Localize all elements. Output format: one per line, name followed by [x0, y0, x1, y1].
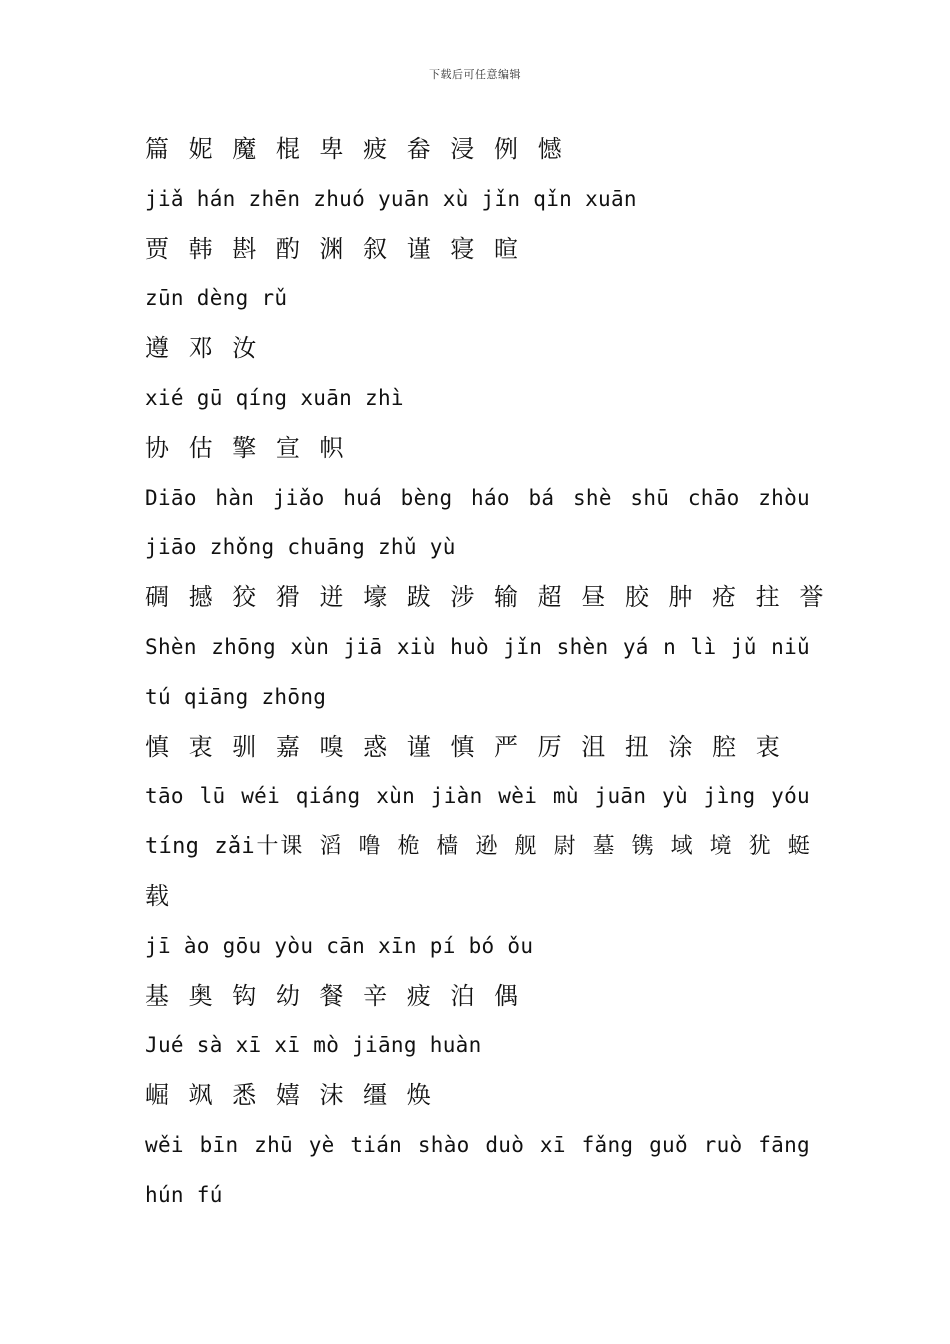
pinyin-line: Diāo hàn jiǎo huá bèng háo bá shè shū chāo zhòu — [145, 485, 810, 510]
pinyin-line: hún fú — [145, 1182, 223, 1207]
page-header: 下载后可任意编辑 — [429, 68, 521, 81]
pinyin-line: tāo lū wéi qiáng xùn jiàn wèi mù juān yù jìng yóu — [145, 784, 810, 809]
mixed-line: tíng zǎi十课 滔 噜 桅 樯 逊 舰 尉 墓 镌 域 境 犹 蜓 — [145, 834, 810, 860]
hanzi-line: 贾 韩 斟 酌 渊 叙 谨 寝 暄 — [145, 234, 525, 263]
pinyin-line: jī ào gōu yòu cān xīn pí bó ǒu — [145, 933, 534, 958]
pinyin-line: Jué sà xī xī mò jiāng huàn — [145, 1033, 482, 1058]
pinyin-line: jiǎ hán zhēn zhuó yuān xù jǐn qǐn xuān — [145, 186, 637, 211]
pinyin-line: tú qiāng zhōng — [145, 684, 327, 709]
pinyin-line: xié gū qíng xuān zhì — [145, 385, 404, 410]
hanzi-line: 基 奥 钩 幼 餐 辛 疲 泊 偶 — [145, 981, 525, 1010]
pinyin-line: wěi bīn zhū yè tián shào duò xī fǎng guǒ ruò fāng — [145, 1132, 810, 1157]
hanzi-line: 协 估 擎 宣 帜 — [145, 433, 350, 462]
hanzi-line: 崛 飒 悉 嬉 沫 缰 焕 — [145, 1081, 437, 1110]
pinyin-line: zūn dèng rǔ — [145, 286, 288, 311]
hanzi-line: 碉 撼 狡 猾 迸 壕 跋 涉 输 超 昼 胶 肿 疮 拄 誉 — [145, 583, 830, 612]
hanzi-line: 篇 妮 魔 棍 卑 疲 畚 浸 例 憾 — [145, 135, 568, 163]
hanzi-line: 慎 衷 驯 嘉 嗅 惑 谨 慎 严 厉 沮 扭 涂 腔 衷 — [145, 732, 786, 761]
hanzi-line: 遵 邓 汝 — [145, 334, 263, 363]
pinyin-line: jiāo zhǒng chuāng zhǔ yù — [145, 535, 456, 560]
document-body — [145, 125, 830, 1221]
pinyin-line: Shèn zhōng xùn jiā xiù huò jǐn shèn yá n lì jǔ niǔ — [145, 634, 810, 659]
hanzi-line: 载 — [145, 881, 175, 910]
